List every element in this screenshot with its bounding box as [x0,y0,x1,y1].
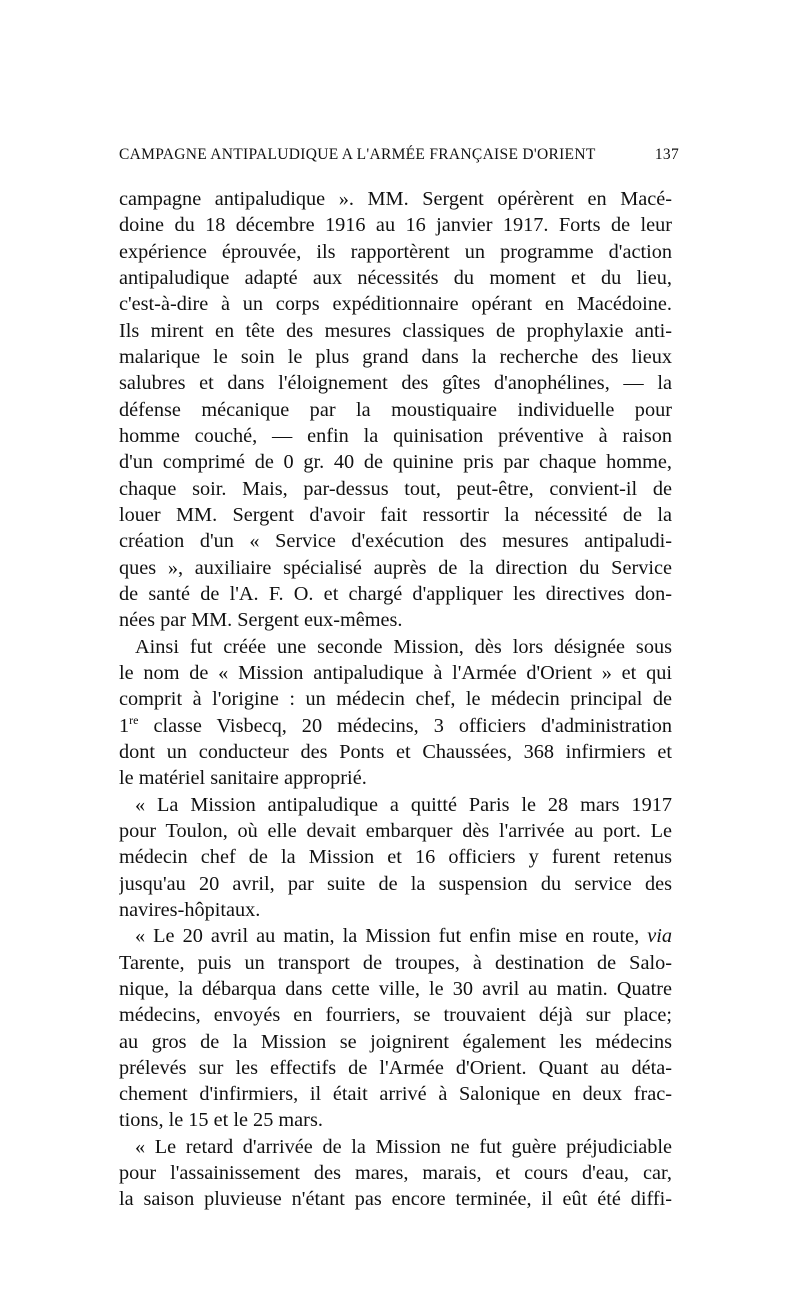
text-line: comprit à l'origine : un médecin chef, le médecin principal de [119,688,672,711]
text-line: le nom de « Mission antipaludique à l'Armée d'Orient » et qui [119,661,672,684]
text-line: dont un conducteur des Ponts et Chaussées, 368 infirmiers et [119,740,672,763]
text-line: médecin chef de la Mission et 16 officiers y furent retenus [119,846,672,869]
text-line: pour Toulon, où elle devait embarquer dès l'arrivée au port. Le [119,819,672,842]
text-line: navires-hôpitaux. [119,898,261,921]
text-line: d'un comprimé de 0 gr. 40 de quinine pris par chaque homme, [119,451,672,474]
text-line: jusqu'au 20 avril, par suite de la suspension du service des [119,872,672,895]
text-line: c'est-à-dire à un corps expéditionnaire opérant en Macédoine. [119,293,672,316]
text-line: homme couché, — enfin la quinisation préventive à raison [119,424,672,447]
running-title: CAMPAGNE ANTIPALUDIQUE A L'ARMÉE FRANÇAISE D'ORIENT [119,146,596,163]
text-line: Ainsi fut créée une seconde Mission, dès lors désignée sous [135,635,672,658]
text-line: création d'un « Service d'exécution des mesures antipaludi- [119,530,672,553]
text-line: au gros de la Mission se joignirent également les médecins [119,1030,672,1053]
text-line: « Le retard d'arrivée de la Mission ne fut guère préjudiciable [135,1135,672,1158]
text-line: louer MM. Sergent d'avoir fait ressortir la nécessité de la [119,503,672,526]
text-run: 1 [119,714,130,737]
text-line: malarique le soin le plus grand dans la recherche des lieux [119,345,672,368]
text-line: le matériel sanitaire approprié. [119,767,367,790]
body-text [119,186,672,1213]
text-line: pour l'assainissement des mares, marais, et cours d'eau, car, [119,1162,672,1185]
text-line [119,713,672,739]
text-line: prélevés sur les effectifs de l'Armée d'Orient. Quant au déta- [119,1056,672,1079]
text-line: expérience éprouvée, ils rapportèrent un programme d'action [119,240,672,263]
text-run: « Le 20 avril au matin, la Mission fut enfin mise en route, [135,925,648,948]
text-line: la saison pluvieuse n'étant pas encore terminée, il eût été diffi- [119,1188,672,1211]
text-line: Tarente, puis un transport de troupes, à destination de Salo- [119,951,672,974]
italic-word: via [647,925,672,948]
text-line: chaque soir. Mais, par-dessus tout, peut-être, convient-il de [119,477,672,500]
page-number: 137 [654,146,679,163]
text-line: nique, la débarqua dans cette ville, le 30 avril au matin. Quatre [119,977,672,1000]
text-line: Ils mirent en tête des mesures classiques de prophylaxie anti- [119,319,672,342]
text-line: médecins, envoyés en fourriers, se trouvaient déjà sur place; [119,1004,672,1027]
text-line: défense mécanique par la moustiquaire individuelle pour [119,398,672,421]
text-line: chement d'infirmiers, il était arrivé à Salonique en deux frac- [119,1083,672,1106]
text-line: ques », auxiliaire spécialisé auprès de la direction du Service [119,556,672,579]
text-line: doine du 18 décembre 1916 au 16 janvier 1917. Forts de leur [119,214,672,237]
ordinal-superscript: re [129,712,139,727]
text-line: de santé de l'A. F. O. et chargé d'appliquer les directives don- [119,582,672,605]
text-line: « La Mission antipaludique a quitté Paris le 28 mars 1917 [135,793,672,816]
text-line: salubres et dans l'éloignement des gîtes d'anophélines, — la [119,372,672,395]
text-line: campagne antipaludique ». MM. Sergent opérèrent en Macé- [119,188,672,210]
text-line: nées par MM. Sergent eux-mêmes. [119,609,403,632]
text-line: antipaludique adapté aux nécessités du moment et du lieu, [119,266,672,289]
running-head [119,146,679,164]
text-line: tions, le 15 et le 25 mars. [119,1109,323,1132]
text-line [119,923,672,949]
text-run: classe Visbecq, 20 médecins, 3 officiers d'administration [138,714,672,737]
